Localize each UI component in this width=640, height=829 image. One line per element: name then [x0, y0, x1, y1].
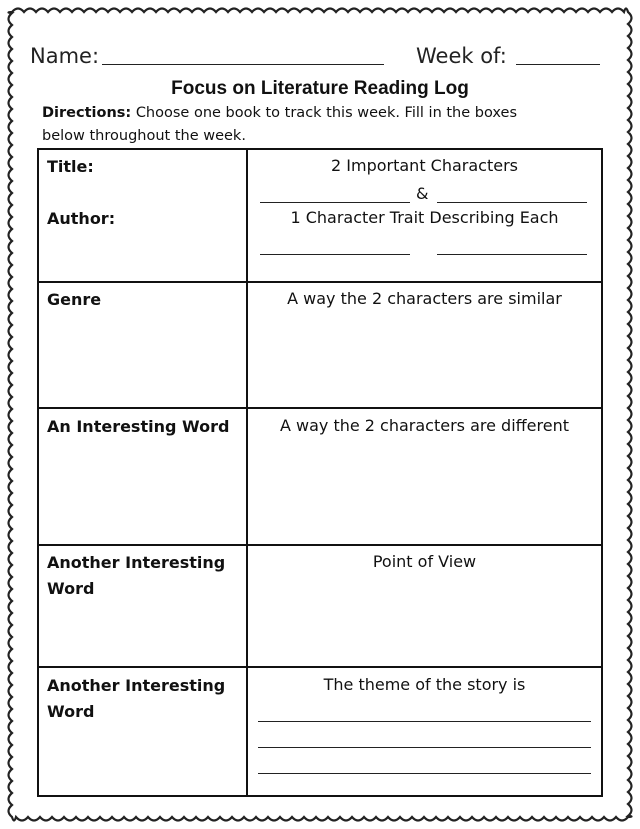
point-of-view-heading: Point of View: [372, 552, 477, 571]
directions-text-1: Choose one book to track this week. Fill in the boxes: [135, 105, 518, 121]
author-label: Author:: [47, 209, 116, 228]
theme-blank-line-1[interactable]: [258, 721, 591, 722]
title-label: Title:: [47, 157, 94, 176]
genre-label: Genre: [47, 290, 102, 309]
table-column-divider: [246, 148, 248, 797]
row-divider-2: [37, 407, 603, 409]
week-of-blank-line[interactable]: [516, 64, 600, 65]
another-word-label-2-line-2: Word: [47, 702, 95, 721]
interesting-word-label: An Interesting Word: [47, 417, 230, 436]
similar-heading: A way the 2 characters are similar: [287, 289, 562, 308]
table-border-bottom: [37, 795, 603, 797]
character-1-blank[interactable]: [260, 202, 410, 203]
table-border-top: [37, 148, 603, 150]
theme-blank-line-3[interactable]: [258, 773, 591, 774]
important-characters-heading: 2 Important Characters: [331, 156, 518, 175]
trait-2-blank[interactable]: [437, 254, 587, 255]
trait-1-blank[interactable]: [260, 254, 410, 255]
row-divider-1: [37, 281, 603, 283]
character-trait-heading: 1 Character Trait Describing Each: [290, 208, 559, 227]
name-blank-line[interactable]: [102, 64, 384, 65]
name-label: Name:: [30, 44, 100, 68]
directions-line-1: [42, 105, 517, 121]
table-border-right: [601, 148, 603, 797]
directions-label: Directions:: [42, 105, 132, 121]
different-heading: A way the 2 characters are different: [279, 416, 570, 435]
another-word-label-1-line-2: Word: [47, 579, 95, 598]
row-divider-3: [37, 544, 603, 546]
week-of-label: Week of:: [416, 44, 507, 68]
another-word-label-2-line-1: Another Interesting: [47, 676, 226, 695]
character-2-blank[interactable]: [437, 202, 587, 203]
table-border-left: [37, 148, 39, 797]
theme-heading: The theme of the story is: [323, 675, 526, 694]
theme-blank-line-2[interactable]: [258, 747, 591, 748]
another-word-label-1-line-1: Another Interesting: [47, 553, 226, 572]
row-divider-4: [37, 666, 603, 668]
directions-text-2: below throughout the week.: [42, 128, 246, 144]
ampersand: &: [416, 184, 429, 203]
page-title: Focus on Literature Reading Log: [171, 78, 469, 99]
